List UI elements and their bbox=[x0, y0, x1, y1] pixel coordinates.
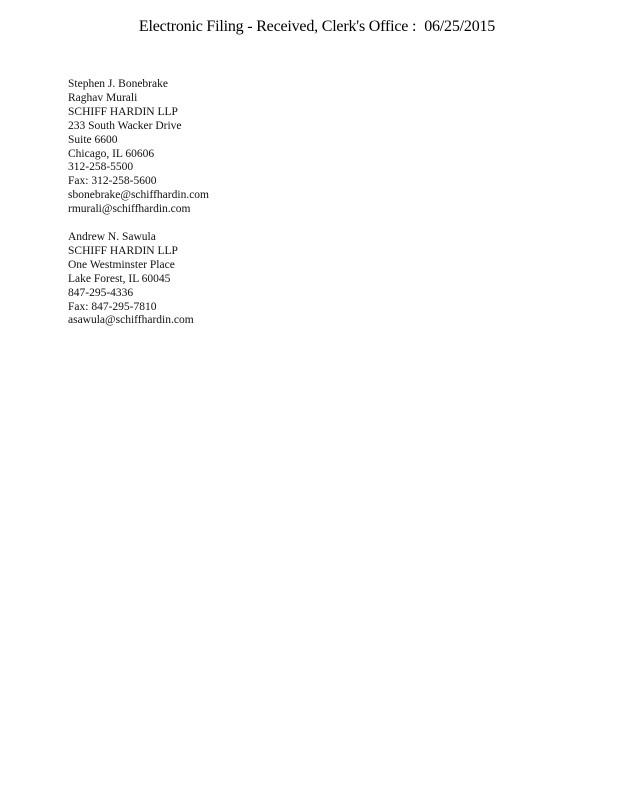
contact-block-sawula bbox=[68, 231, 194, 328]
phone-number: 847-295-4336 bbox=[68, 286, 134, 299]
contact-name: Stephen J. Bonebrake bbox=[68, 78, 168, 90]
fax-number: Fax: 847-295-7810 bbox=[68, 300, 157, 313]
street-address: 233 South Wacker Drive bbox=[68, 119, 182, 132]
suite: Suite 6600 bbox=[68, 133, 118, 146]
email-address: asawula@schiffhardin.com bbox=[68, 314, 194, 327]
city-state-zip: Lake Forest, IL 60045 bbox=[68, 272, 171, 285]
firm-name: SCHIFF HARDIN LLP bbox=[68, 105, 178, 118]
filing-stamp-text: Electronic Filing - Received, Clerk's Office : bbox=[138, 18, 417, 35]
contact-name: Andrew N. Sawula bbox=[68, 231, 156, 243]
email-address: sbonebrake@schiffhardin.com bbox=[68, 189, 209, 202]
firm-name: SCHIFF HARDIN LLP bbox=[68, 244, 178, 257]
email-address: rmurali@schiffhardin.com bbox=[68, 203, 191, 216]
contact-block-bonebrake bbox=[68, 78, 209, 217]
filing-stamp-date: 06/25/2015 bbox=[424, 18, 496, 35]
filing-stamp bbox=[0, 17, 618, 37]
phone-number: 312-258-5500 bbox=[68, 161, 134, 174]
street-address: One Westminster Place bbox=[68, 258, 175, 271]
contact-name: Raghav Murali bbox=[68, 91, 138, 104]
fax-number: Fax: 312-258-5600 bbox=[68, 175, 157, 188]
city-state-zip: Chicago, IL 60606 bbox=[68, 147, 155, 160]
